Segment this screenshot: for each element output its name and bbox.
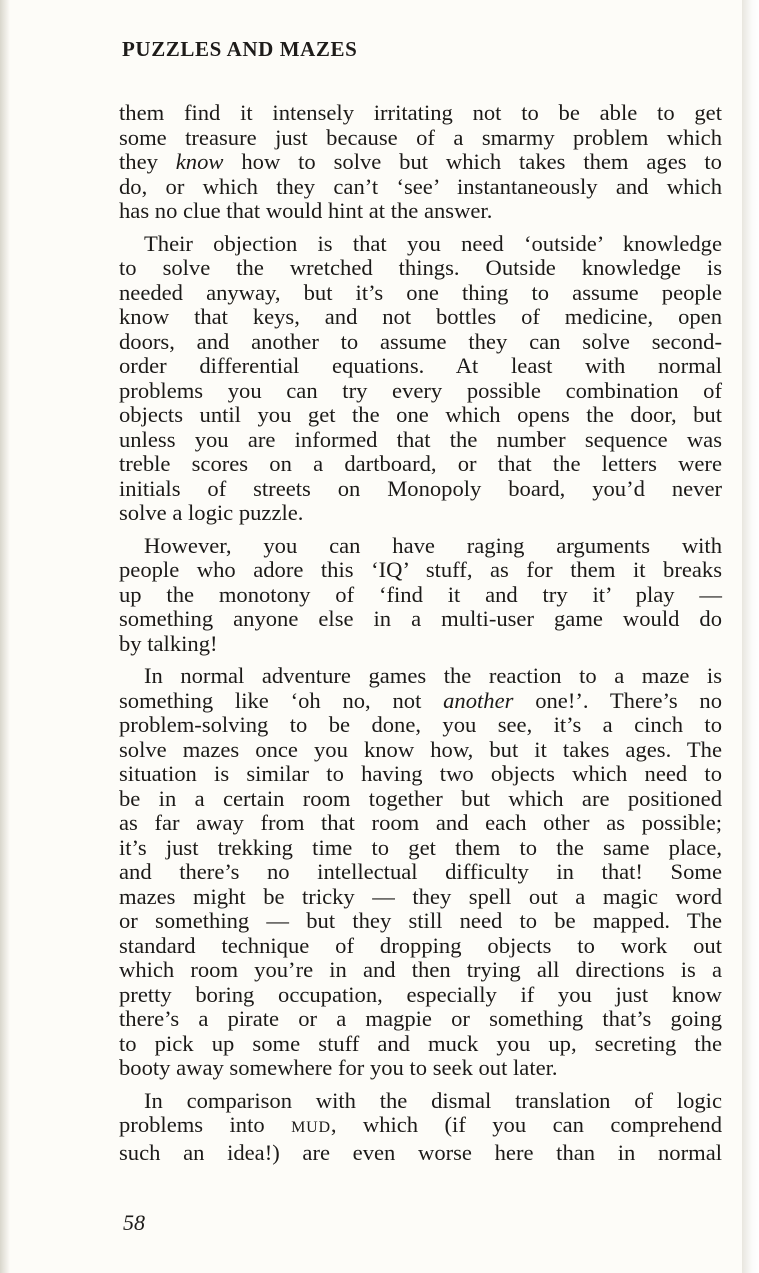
text-line: solve mazes once you know how, but it takes ages. The: [119, 736, 722, 762]
text-line: problems you can try every possible combination of: [119, 377, 722, 403]
text-run: they: [119, 149, 176, 174]
binding-shadow: [0, 0, 10, 1273]
text-line: be in a certain room together but which are positioned: [119, 785, 722, 811]
text-line: there’s a pirate or a magpie or something that’s going: [119, 1006, 722, 1031]
text-line: order differential equations. At least with normal: [119, 353, 722, 378]
text-line: some treasure just because of a smarmy problem which: [119, 124, 722, 150]
italic-emphasis: another: [443, 687, 514, 713]
text-line: do, or which they can’t ‘see’ instantaneously and which: [119, 173, 722, 199]
text-line: as far away from that room and each other as possible;: [119, 810, 722, 835]
running-head: PUZZLES AND MAZES: [122, 37, 358, 61]
text-line: solve a logic puzzle.: [119, 500, 304, 525]
text-line: it’s just trekking time to get them to the same place,: [119, 834, 722, 860]
paragraph: [119, 232, 722, 526]
text-line: and there’s no intellectual difficulty in that! Some: [119, 859, 722, 884]
text-line: needed anyway, but it’s one thing to assume people: [119, 279, 722, 305]
paragraph: [119, 1089, 722, 1166]
text-run: one!’. There’s no: [513, 687, 722, 713]
text-run: something like ‘oh no, not: [119, 687, 444, 713]
text-line: In comparison with the dismal translation of logic: [144, 1087, 722, 1113]
small-caps-term: MUD: [291, 1119, 331, 1136]
text-line: treble scores on a dartboard, or that the letters were: [119, 451, 722, 476]
page-edge: [742, 0, 759, 1273]
text-line: pretty boring occupation, especially if you just know: [119, 981, 722, 1007]
text-line: to solve the wretched things. Outside knowledge is: [119, 255, 722, 280]
text-line: booty away somewhere for you to seek out later.: [119, 1055, 558, 1080]
text-line: up the monotony of ‘find it and try it’ play —: [119, 581, 722, 607]
text-line: or something — but they still need to be mapped. The: [119, 908, 722, 933]
italic-emphasis: know: [175, 149, 224, 174]
body-text: [119, 101, 722, 1173]
text-line: has no clue that would hint at the answer.: [119, 198, 493, 223]
paragraph: [119, 664, 722, 1081]
text-line: mazes might be tricky — they spell out a magic word: [119, 883, 722, 909]
text-line: to pick up some stuff and muck you up, secreting the: [119, 1030, 722, 1056]
text-line: Their objection is that you need ‘outside’ knowledge: [144, 230, 722, 256]
text-line: In normal adventure games the reaction to a maze is: [144, 663, 722, 688]
text-line: initials of streets on Monopoly board, you’d never: [119, 475, 722, 501]
text-line: objects until you get the one which opens the door, but: [119, 402, 722, 427]
page-number: 58: [123, 1210, 145, 1235]
paragraph: [119, 534, 722, 657]
text-run: problems into: [119, 1112, 292, 1137]
text-line: situation is similar to having two objects which need to: [119, 761, 722, 786]
text-line: something anyone else in a multi-user game would do: [119, 606, 722, 631]
text-line: by talking!: [119, 630, 218, 656]
text-line: such an idea!) are even worse here than in normal: [119, 1139, 722, 1165]
text-line: which room you’re in and then trying all directions is a: [119, 957, 722, 982]
text-line: [119, 1113, 722, 1141]
text-line: know that keys, and not bottles of medicine, open: [119, 304, 722, 329]
text-line: [119, 689, 722, 714]
text-line: However, you can have raging arguments with: [144, 532, 722, 558]
text-line: [119, 150, 722, 175]
text-line: them find it intensely irritating not to be able to get: [119, 100, 722, 125]
text-run: , which (if you can comprehend: [330, 1112, 722, 1137]
text-line: standard technique of dropping objects to work out: [119, 932, 722, 958]
paragraph: [119, 101, 722, 224]
text-line: doors, and another to assume they can solve second-: [119, 328, 722, 354]
text-line: people who adore this ‘IQ’ stuff, as for them it breaks: [119, 557, 722, 582]
text-line: unless you are informed that the number sequence was: [119, 426, 722, 452]
text-line: problem-solving to be done, you see, it’s a cinch to: [119, 712, 722, 737]
text-run: how to solve but which takes them ages to: [223, 149, 722, 174]
